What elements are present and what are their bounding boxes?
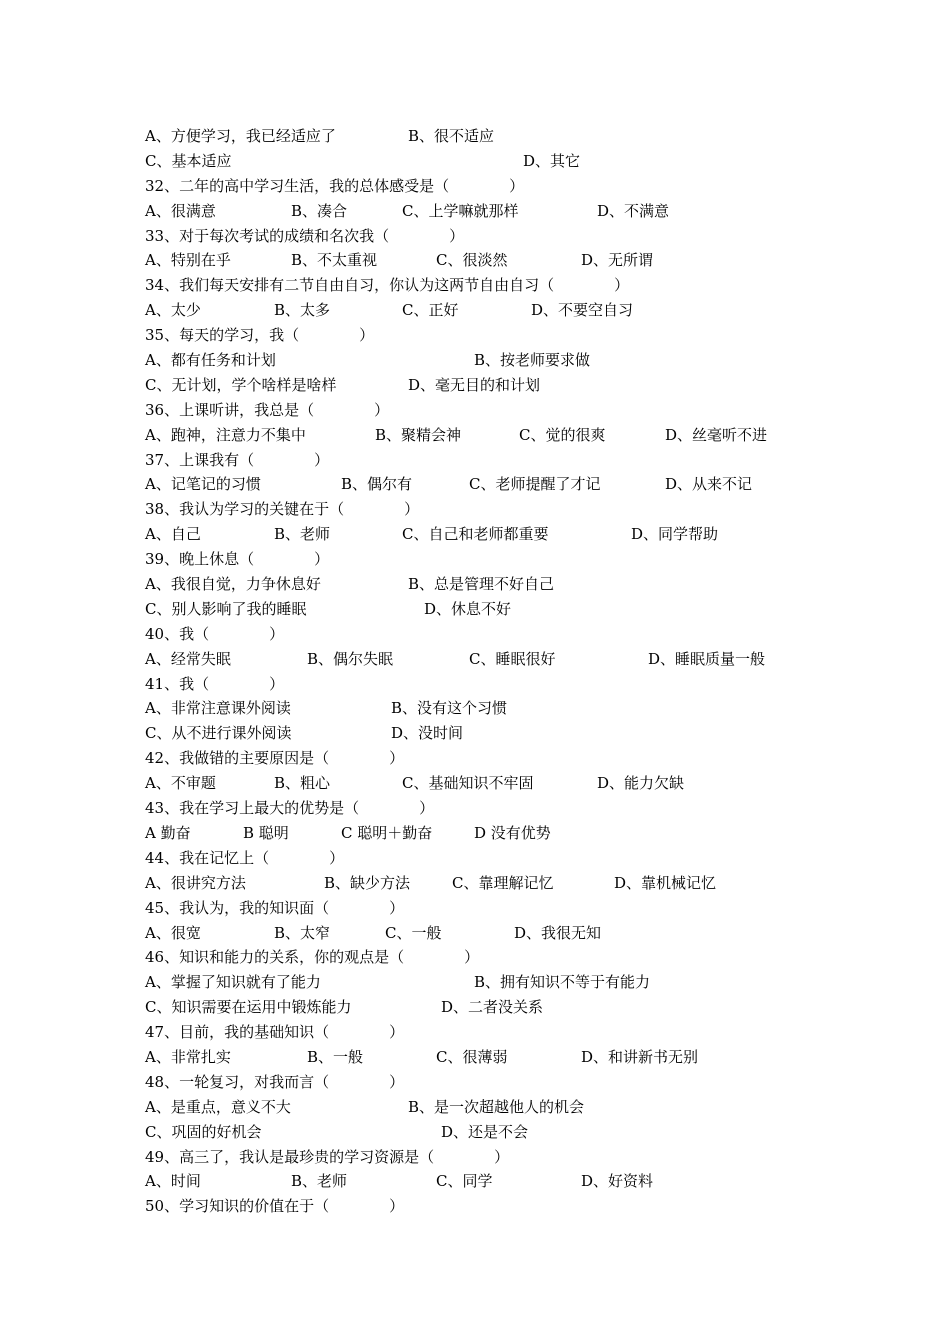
question-line: 43、我在学习上最大的优势是（ ） (145, 799, 435, 818)
answer-option: D、好资料 (581, 1172, 654, 1191)
question-line: 35、每天的学习，我（ ） (145, 326, 375, 345)
answer-option: B、聚精会神 (375, 425, 462, 444)
options-line (145, 472, 845, 497)
options-line (145, 1045, 845, 1070)
options-line (145, 921, 845, 946)
answer-option: A、很满意 (145, 201, 216, 220)
answer-option: C、巩固的好机会 (145, 1122, 262, 1141)
answer-option: A、特别在乎 (145, 251, 231, 270)
question-line: 38、我认为学习的关键在于（ ） (145, 500, 420, 519)
answer-option: B、偶尔有 (341, 475, 413, 494)
answer-option: C、同学 (436, 1172, 493, 1191)
options-line (145, 597, 845, 622)
answer-option: C、睡眠很好 (469, 649, 556, 668)
options-line (145, 423, 845, 448)
answer-option: A、我很自觉，力争休息好 (145, 575, 321, 594)
answer-option: C、知识需要在运用中锻炼能力 (145, 998, 352, 1017)
question-line: 41、我（ ） (145, 674, 285, 693)
answer-option: A、很讲究方法 (145, 873, 246, 892)
answer-option: C、正好 (402, 301, 459, 320)
answer-option: C、很薄弱 (436, 1047, 508, 1066)
answer-option: A、很宽 (145, 923, 201, 942)
answer-option: A、记笔记的习惯 (145, 475, 261, 494)
options-line (145, 1169, 845, 1194)
options-line (145, 572, 845, 597)
answer-option: C、别人影响了我的睡眠 (145, 599, 307, 618)
answer-option: D、从来不记 (665, 475, 753, 494)
answer-option: B、缺少方法 (324, 873, 411, 892)
question-line: 32、二年的高中学习生活，我的总体感受是（ ） (145, 176, 525, 195)
answer-option: C、从不进行课外阅读 (145, 724, 292, 743)
question-line: 50、学习知识的价值在于（ ） (145, 1197, 405, 1216)
answer-option: D、不要空自习 (531, 301, 634, 320)
options-line (145, 647, 845, 672)
answer-option: C、基础知识不牢固 (402, 774, 534, 793)
answer-option: A、方便学习，我已经适应了 (145, 127, 336, 145)
answer-option: A、是重点，意义不大 (145, 1097, 291, 1116)
options-line (145, 149, 845, 174)
question-line: 46、知识和能力的关系，你的观点是（ ） (145, 948, 480, 967)
answer-option: B、太多 (274, 301, 331, 320)
options-line (145, 970, 845, 995)
answer-option: D、其它 (523, 151, 581, 170)
answer-option: D、不满意 (597, 201, 670, 220)
options-line (145, 248, 845, 273)
answer-option: A、非常扎实 (145, 1047, 231, 1066)
answer-option: B、一般 (307, 1047, 364, 1066)
options-line (145, 1095, 845, 1120)
answer-option: B、没有这个习惯 (391, 699, 508, 718)
answer-option: D、同学帮助 (631, 525, 719, 544)
answer-option: A、太少 (145, 301, 201, 320)
answer-option: A 勤奋 (145, 823, 191, 842)
question-line: 44、我在记忆上（ ） (145, 848, 345, 867)
options-line (145, 821, 845, 846)
answer-option: C、无计划，学个啥样是啥样 (145, 375, 337, 394)
options-line (145, 522, 845, 547)
question-line: 36、上课听讲，我总是（ ） (145, 400, 390, 419)
answer-option: C 聪明＋勤奋 (341, 823, 433, 842)
options-line (145, 721, 845, 746)
options-line (145, 1120, 845, 1145)
answer-option: B、太窄 (274, 923, 331, 942)
answer-option: B、偶尔失眠 (307, 649, 394, 668)
answer-option: A、跑神，注意力不集中 (145, 425, 306, 444)
answer-option: B、按老师要求做 (474, 351, 591, 370)
answer-option: D、丝毫听不进 (665, 425, 768, 444)
answer-option: A、自己 (145, 525, 201, 544)
answer-option: A、不审题 (145, 774, 216, 793)
answer-option: D、无所谓 (581, 251, 654, 270)
options-line (145, 871, 845, 896)
answer-option: B、粗心 (274, 774, 331, 793)
answer-option: B 聪明 (243, 823, 289, 842)
answer-option: B、总是管理不好自己 (408, 575, 555, 594)
answer-option: C、基本适应 (145, 151, 232, 170)
question-line: 40、我（ ） (145, 624, 285, 643)
answer-option: A、非常注意课外阅读 (145, 699, 291, 718)
answer-option: D、休息不好 (424, 599, 512, 618)
options-line (145, 124, 845, 149)
question-line: 33、对于每次考试的成绩和名次我（ ） (145, 226, 465, 245)
answer-option: C、自己和老师都重要 (402, 525, 549, 544)
answer-option: A、都有任务和计划 (145, 351, 276, 370)
options-line (145, 995, 845, 1020)
answer-option: A、经常失眠 (145, 649, 231, 668)
question-line: 37、上课我有（ ） (145, 450, 330, 469)
answer-option: D、和讲新书无别 (581, 1047, 699, 1066)
answer-option: D 没有优势 (474, 823, 551, 842)
options-line (145, 298, 845, 323)
question-line: 45、我认为，我的知识面（ ） (145, 898, 405, 917)
answer-option: B、不太重视 (291, 251, 378, 270)
answer-option: A、掌握了知识就有了能力 (145, 973, 321, 992)
answer-option: B、很不适应 (408, 127, 495, 145)
answer-option: B、老师 (291, 1172, 348, 1191)
question-line: 47、目前，我的基础知识（ ） (145, 1023, 405, 1042)
question-line: 49、高三了，我认是最珍贵的学习资源是（ ） (145, 1147, 510, 1166)
answer-option: D、能力欠缺 (597, 774, 685, 793)
answer-option: D、没时间 (391, 724, 464, 743)
answer-option: C、一般 (385, 923, 442, 942)
answer-option: A、时间 (145, 1172, 201, 1191)
options-line (145, 696, 845, 721)
answer-option: C、上学嘛就那样 (402, 201, 519, 220)
answer-option: B、是一次超越他人的机会 (408, 1097, 585, 1116)
question-line: 39、晚上休息（ ） (145, 550, 330, 569)
question-line: 48、一轮复习，对我而言（ ） (145, 1072, 405, 1091)
answer-option: D、二者没关系 (441, 998, 544, 1017)
options-line (145, 348, 845, 373)
answer-option: B、凑合 (291, 201, 348, 220)
question-line: 34、我们每天安排有二节自由自习，你认为这两节自由自习（ ） (145, 276, 630, 295)
question-line: 42、我做错的主要原因是（ ） (145, 749, 405, 768)
options-line (145, 199, 845, 224)
answer-option: C、靠理解记忆 (452, 873, 554, 892)
options-line (145, 771, 845, 796)
answer-option: C、很淡然 (436, 251, 508, 270)
answer-option: D、还是不会 (441, 1122, 529, 1141)
answer-option: B、拥有知识不等于有能力 (474, 973, 651, 992)
answer-option: B、老师 (274, 525, 331, 544)
options-line (145, 373, 845, 398)
answer-option: D、毫无目的和计划 (408, 375, 541, 394)
questionnaire-body (145, 124, 845, 1219)
answer-option: D、我很无知 (514, 923, 602, 942)
answer-option: C、觉的很爽 (519, 425, 606, 444)
answer-option: D、睡眠质量一般 (648, 649, 766, 668)
answer-option: C、老师提醒了才记 (469, 475, 601, 494)
answer-option: D、靠机械记忆 (614, 873, 717, 892)
